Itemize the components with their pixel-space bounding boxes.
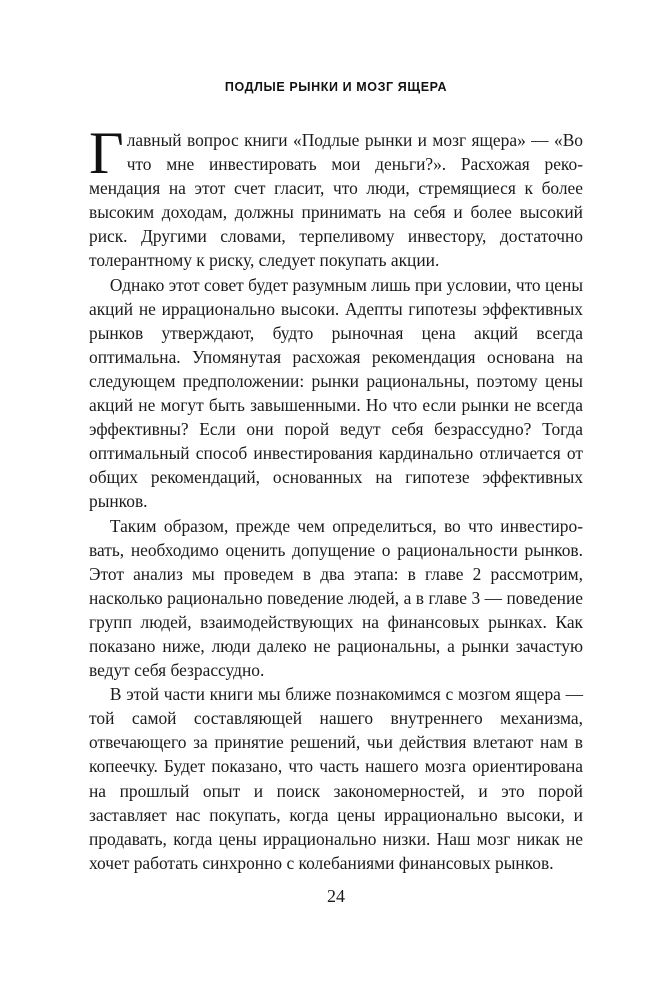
paragraph-4: В этой части книги мы ближе познакомимся с мозгом ящера — той самой составляющей нашего внутреннего механизма, отвечающего за принятие решений, чьи действия влетают нам в копеечку. Будет показано, что часть нашего мозга ориентирована на прошлый опыт и поиск закономерностей, и это порой заставляет нас покупать, когда цены иррационально высоки, и продавать, когда цены иррационально низки. Наш мозг никак не хочет работать синхронно с колебаниями финансовых рынков. (89, 684, 583, 873)
drop-cap: Г (89, 120, 124, 186)
paragraph-3: Таким образом, прежде чем определиться, во что инвестировать, необходимо оценить допущение о рациональности рынков. Этот анализ мы проведем в два этапа: в главе 2 рассмотрим, насколько рационально поведение людей, а в главе 3 — поведение групп людей, взаимодействующих на финансовых рынках. Как показано ниже, люди далеко не рациональны, а рынки зачастую ведут себя безрассудно. (89, 515, 583, 681)
paragraph-2: Однако этот совет будет разумным лишь при условии, что цены акций не иррационально высоки. Адепты гипотезы эффективных рынков утверждают, будто рыночная цена акций всегда оптимальна. Упомянутая расхожая рекомендация основана на следующем предположении: рынки рациональны, поэтому цены акций не могут быть завышенными. Но что если рынки не всегда эффективны? Если они порой ведут себя безрассудно? Тогда оптимальный способ инвестирования кардинально отличается от общих рекомендаций, основанных на гипотезе эффективных рынков. (89, 274, 583, 512)
paragraph-1 (89, 120, 583, 273)
running-head: ПОДЛЫЕ РЫНКИ И МОЗГ ЯЩЕРА (224, 80, 448, 94)
page-number: 24 (327, 886, 345, 906)
body-text (89, 120, 583, 875)
paragraph-1-text: лавный вопрос книги «Подлые рынки и мозг ящера» — «Во что мне инвестировать мои деньги?». Расхожая рекомендация на этот счет гласит, что люди, стремящиеся к более высоким доходам, должны принимать на себя и более высокий риск. Другими словами, терпеливому инвестору, достаточно толерантному к риску, следует покупать акции. (89, 130, 583, 271)
